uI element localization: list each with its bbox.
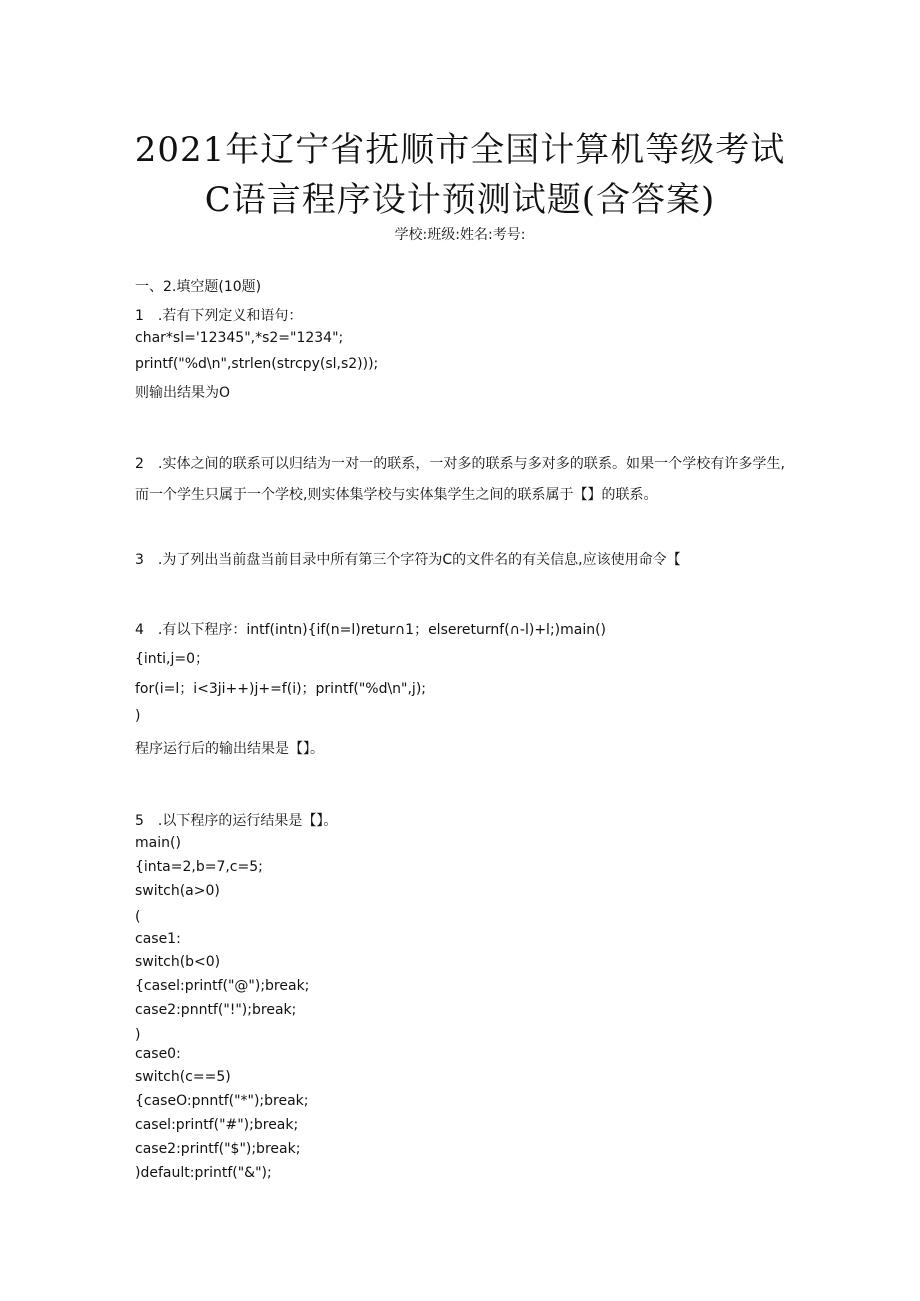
q5-line: {inta=2,b=7,c=5; xyxy=(135,859,263,875)
q4-line: ) xyxy=(135,708,141,724)
q5-line: main() xyxy=(135,835,181,851)
section-heading: 一、2.填空题(10题) xyxy=(135,279,262,295)
q5-line: 5 .以下程序的运行结果是【】。 xyxy=(135,813,338,829)
q5-line: case1: xyxy=(135,931,181,947)
title-line-2: C语言程序设计预测试题(含答案) xyxy=(204,180,716,220)
q5-line: )default:printf("&"); xyxy=(135,1165,272,1181)
q5-line: {caseO:pnntf("*");break; xyxy=(135,1093,309,1109)
q4-line: {inti,j=0； xyxy=(135,651,210,667)
q3-text: 3 .为了列出当前盘当前目录中所有第三个字符为C的文件名的有关信息,应该使用命令【 xyxy=(135,552,681,568)
q5-line: casel:printf("#");break; xyxy=(135,1117,299,1133)
q1-line: char*sl='12345",*s2="1234"; xyxy=(135,330,344,346)
q4-line: for(i=l；i<3ji++)j+=f(i)；printf("%d\n",j); xyxy=(135,681,427,697)
title-line-1: 2021年辽宁省抚顺市全国计算机等级考试 xyxy=(134,130,786,170)
q5-line: switch(a>0) xyxy=(135,883,220,899)
q1-line: 则输出结果为O xyxy=(135,385,231,401)
q2-text: 2 .实体之间的联系可以归结为一对一的联系，一对多的联系与多对多的联系。如果一个学校有许多学生,而一个学生只属于一个学校,则实体集学校与实体集学生之间的联系属于【】的联系。 xyxy=(135,456,785,503)
q5-line: case0: xyxy=(135,1046,181,1062)
student-info-line: 学校:班级:姓名:考号: xyxy=(394,227,526,243)
q5-line: ) xyxy=(135,1027,141,1043)
q5-line: {casel:printf("@");break; xyxy=(135,978,310,994)
q4-line: 程序运行后的输出结果是【】。 xyxy=(135,741,324,757)
q4-line: 4 .有以下程序：intf(intn){if(n=l)retur∩1；elsereturnf(∩-l)+l;)main() xyxy=(135,622,607,638)
q5-line: switch(b<0) xyxy=(135,954,221,970)
q5-line: switch(c==5) xyxy=(135,1069,231,1085)
q1-line: 1 .若有下列定义和语句： xyxy=(135,308,303,324)
q1-line: printf("%d\n",strlen(strcpy(sl,s2))); xyxy=(135,356,379,372)
q5-line: case2:pnntf("!");break; xyxy=(135,1002,297,1018)
q5-line: case2:printf("$");break; xyxy=(135,1141,301,1157)
q5-line: ( xyxy=(135,909,141,925)
